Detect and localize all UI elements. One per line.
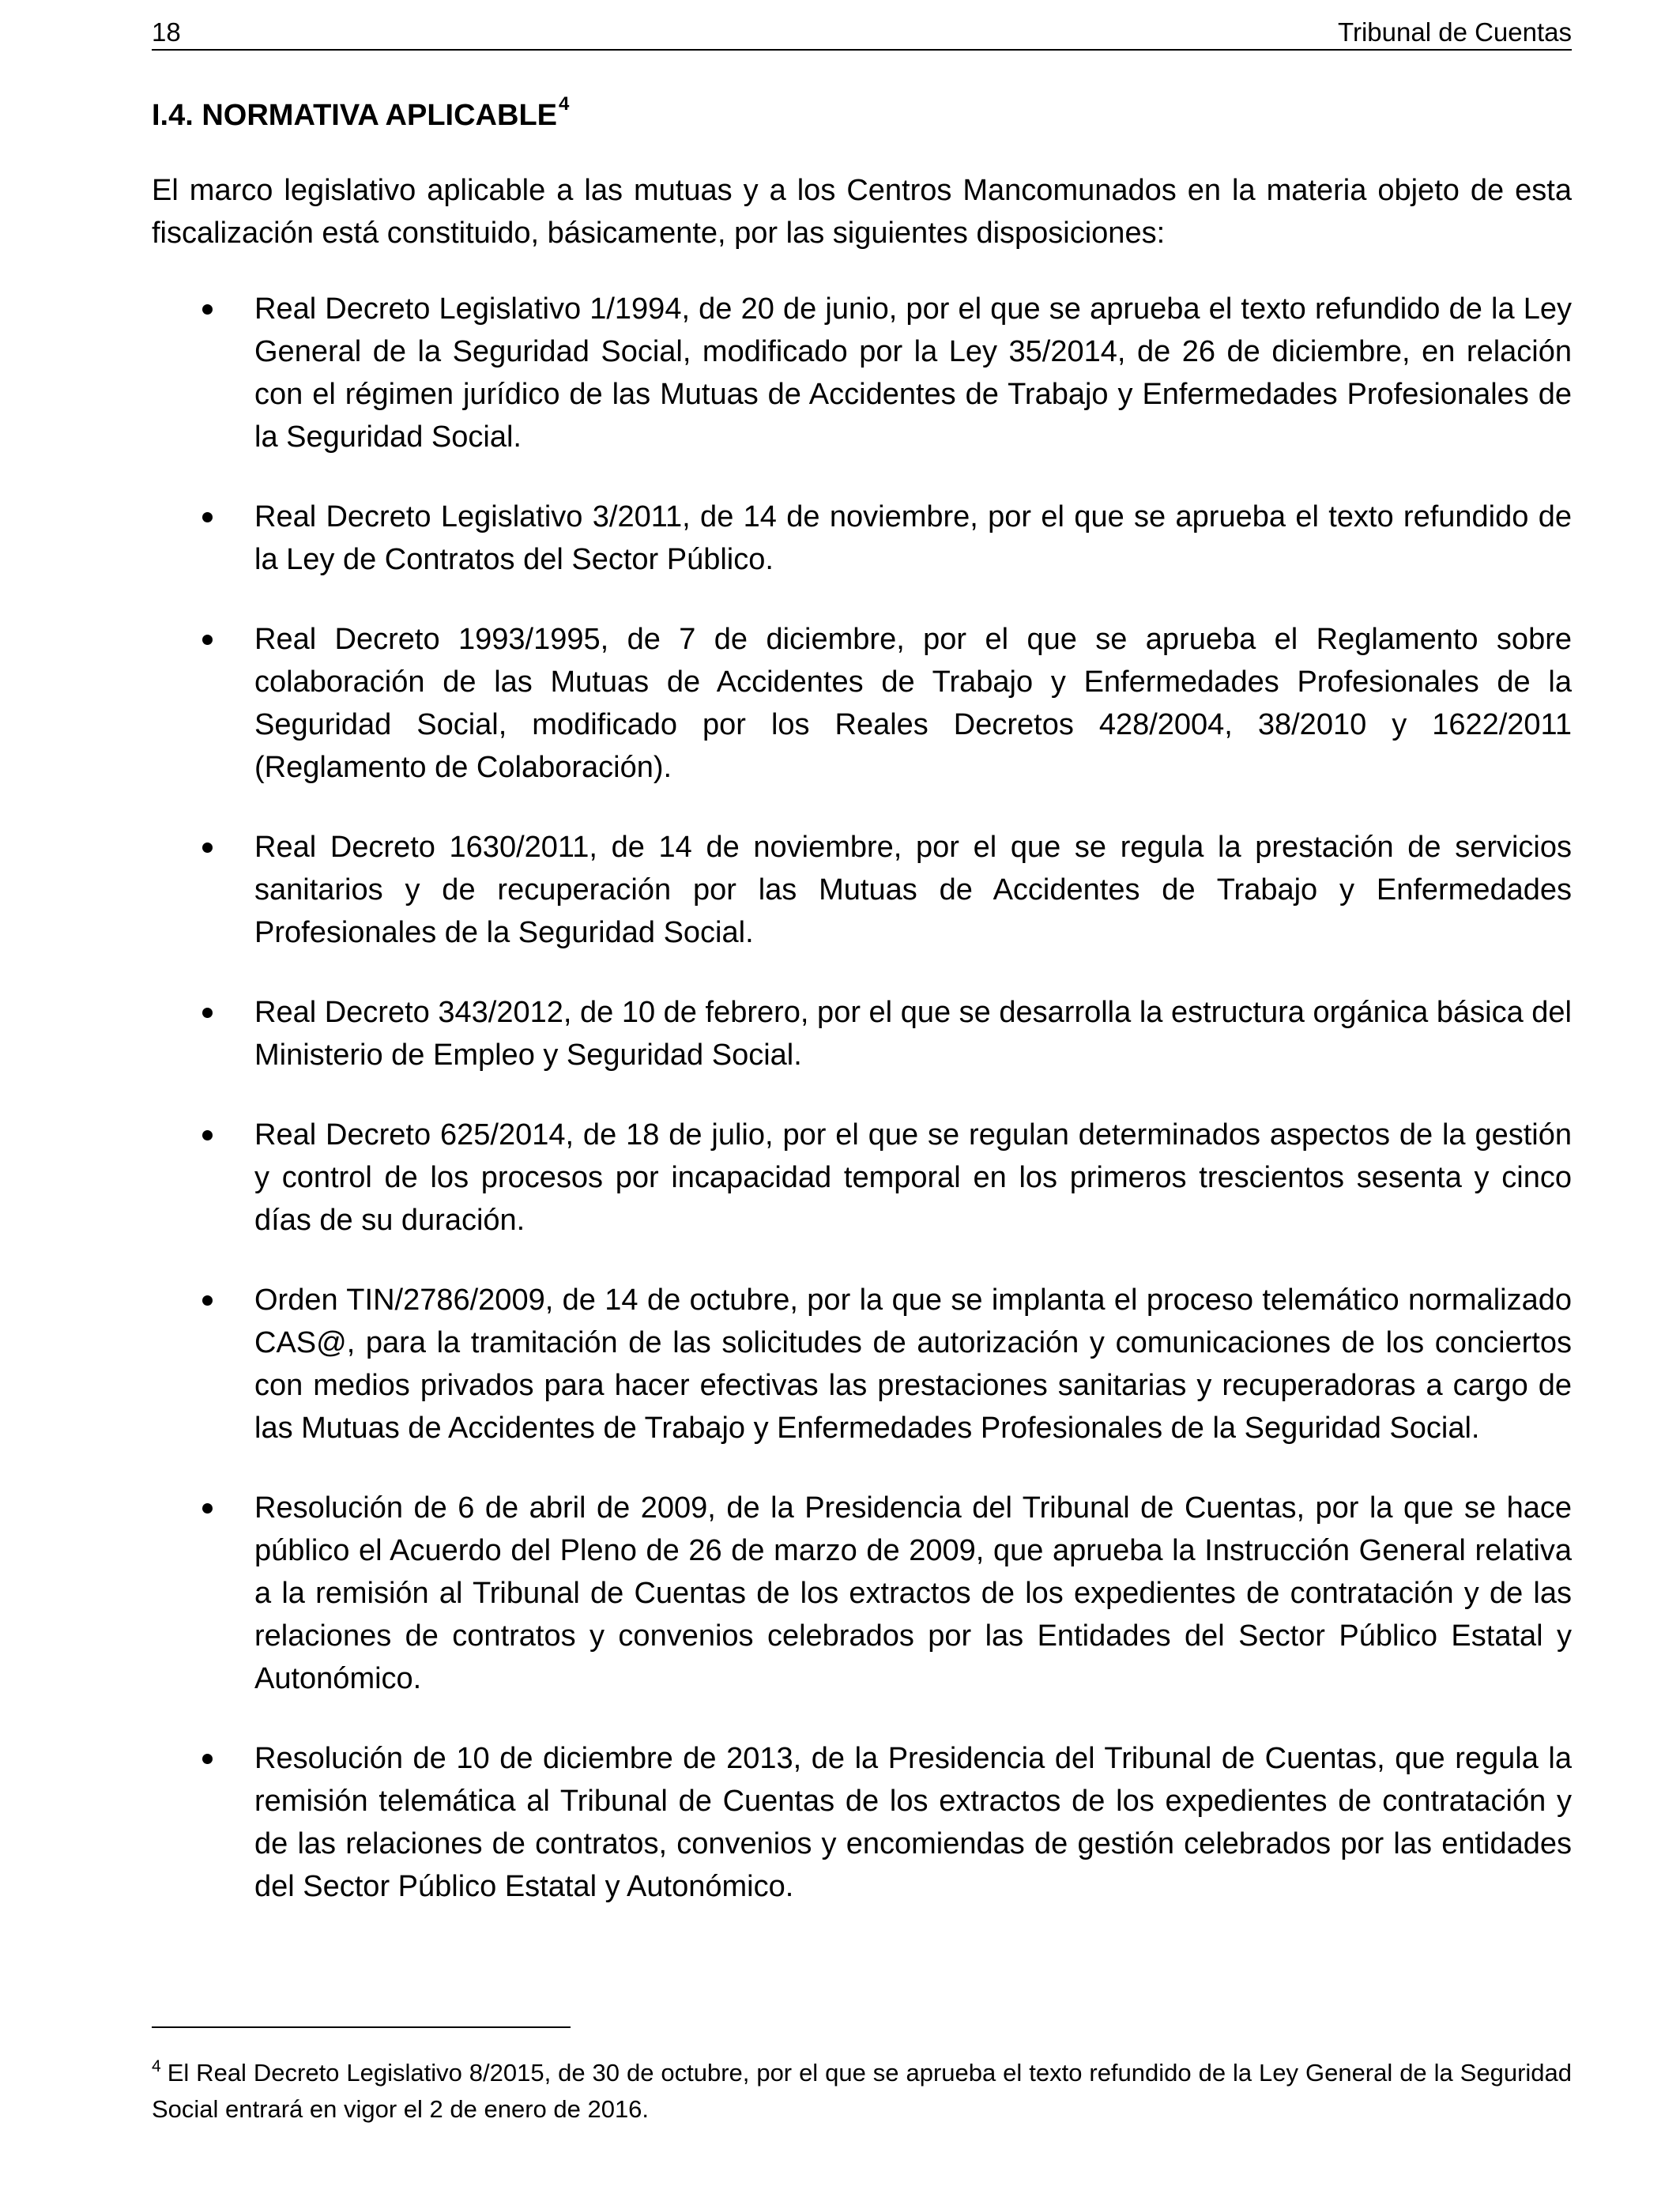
list-item-text: Resolución de 6 de abril de 2009, de la Presidencia del Tribunal de Cuentas, por la que se hace público el Acuerdo del Pleno de 26 de marzo de 2009, que aprueba la Instrucción General relativa a la remisión al Tribunal de Cuentas de los extractos de los expedientes de contratación y de las relaciones de contratos y convenios celebrados por las Entidades del Sector Público Estatal y Autonómico. [254,1491,1572,1695]
intro-paragraph: El marco legislativo aplicable a las mutuas y a los Centros Mancomunados en la materia objeto de esta fiscalización está constituido, básicamente, por las siguientes disposiciones: [152,174,1572,250]
list-item [152,826,1572,954]
bullet-icon [202,843,213,853]
list-item [152,1114,1572,1242]
bullet-icon [202,635,213,645]
list-item-text: Real Decreto 1630/2011, de 14 de noviembre, por el que se regula la prestación de servicios sanitarios y de recuperación por las Mutuas de Accidentes de Trabajo y Enfermedades Profesionales de la Seguridad Social. [254,831,1572,949]
list-item-text: Orden TIN/2786/2009, de 14 de octubre, por la que se implanta el proceso telemático normalizado CAS@, para la tramitación de las solicitudes de autorización y comunicaciones de los conciertos con medios privados para hacer efectivas las prestaciones sanitarias y recuperadoras a cargo de las Mutuas de Accidentes de Trabajo y Enfermedades Profesionales de la Seguridad Social. [254,1284,1572,1445]
list-item [152,496,1572,581]
list-item [152,1279,1572,1449]
running-title: Tribunal de Cuentas [1338,17,1572,47]
list-item-text: Real Decreto 1993/1995, de 7 de diciembre, por el que se aprueba el Reglamento sobre colaboración de las Mutuas de Accidentes de Trabajo y Enfermedades Profesionales de la Seguridad Social, modificado por los Reales Decretos 428/2004, 38/2010 y 1622/2011 (Reglamento de Colaboración). [254,623,1572,784]
list-item [152,1487,1572,1700]
bullet-icon [202,1130,213,1140]
list-item [152,618,1572,789]
list-item-text: Real Decreto Legislativo 1/1994, de 20 de junio, por el que se aprueba el texto refundido de la Ley General de la Seguridad Social, modificado por la Ley 35/2014, de 26 de diciembre, en relación con el régimen jurídico de las Mutuas de Accidentes de Trabajo y Enfermedades Profesionales de la Seguridad Social. [254,292,1572,454]
footnote [152,2055,1572,2128]
page-number: 18 [152,17,181,47]
bullet-icon [202,304,213,315]
list-item-text: Real Decreto Legislativo 3/2011, de 14 de noviembre, por el que se aprueba el texto refundido de la Ley de Contratos del Sector Público. [254,500,1572,576]
footnote-divider [152,2026,571,2028]
list-item [152,288,1572,458]
section-heading-text: I.4. NORMATIVA APLICABLE [152,99,557,132]
bullet-icon [202,512,213,522]
list-item [152,1737,1572,1908]
footnote-text: El Real Decreto Legislativo 8/2015, de 30 de octubre, por el que se aprueba el texto refundido de la Ley General de la Seguridad Social entrará en vigor el 2 de enero de 2016. [152,2059,1572,2123]
regulation-list [152,288,1572,1945]
footnote-marker: 4 [152,2057,161,2075]
bullet-icon [202,1008,213,1018]
page-header [152,16,1572,51]
list-item-text: Real Decreto 343/2012, de 10 de febrero, por el que se desarrolla la estructura orgánica básica del Ministerio de Empleo y Seguridad Social. [254,996,1572,1072]
document-page [152,0,1572,2194]
bullet-icon [202,1754,213,1764]
footnote-reference[interactable]: 4 [559,93,570,115]
list-item-text: Real Decreto 625/2014, de 18 de julio, por el que se regulan determinados aspectos de la gestión y control de los procesos por incapacidad temporal en los primeros trescientos sesenta y cinco días de su duración. [254,1118,1572,1237]
list-item-text: Resolución de 10 de diciembre de 2013, de la Presidencia del Tribunal de Cuentas, que regula la remisión telemática al Tribunal de Cuentas de los extractos de los expedientes de contratación y de las relaciones de contratos, convenios y encomiendas de gestión celebrados por las entidades del Sector Público Estatal y Autonómico. [254,1742,1572,1903]
list-item [152,991,1572,1076]
bullet-icon [202,1295,213,1306]
bullet-icon [202,1503,213,1514]
section-heading [152,92,569,139]
